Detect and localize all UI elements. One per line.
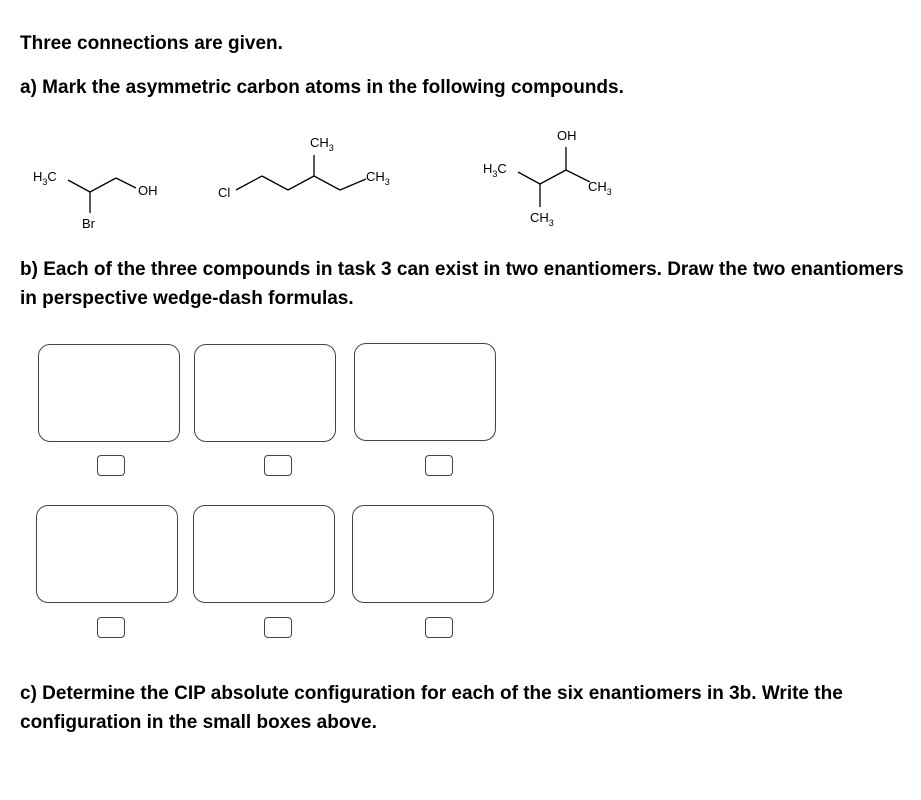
compound-2 (218, 135, 390, 200)
configuration-box-1a[interactable] (97, 455, 125, 476)
compound-2-bond (314, 176, 340, 190)
compound-3 (483, 128, 612, 228)
configuration-box-1b[interactable] (97, 617, 125, 638)
compound-2-bond (262, 176, 288, 190)
compound-3-bond (540, 170, 566, 184)
compound-1-h3c-label: $H_3C$ (33, 169, 57, 187)
configuration-box-2b[interactable] (264, 617, 292, 638)
question-a: a) Mark the asymmetric carbon atoms in the following compounds. (20, 77, 624, 98)
compound-1-oh-label: OH (138, 183, 158, 198)
intro-text: Three connections are given. (20, 33, 283, 54)
drawing-box-3a[interactable] (354, 343, 496, 441)
compound-1-bond (116, 178, 136, 188)
drawing-box-2a[interactable] (194, 344, 336, 442)
compound-3-oh-label: OH (557, 128, 577, 143)
compound-3-bond (518, 172, 540, 184)
compound-2-cl-label: Cl (218, 185, 231, 200)
compound-2-ch3-right-label: $CH_3$ (366, 169, 390, 187)
compound-3-h3c-label: $H_3C$ (483, 161, 507, 179)
compound-3-bond (566, 170, 590, 182)
question-c: c) Determine the CIP absolute configuration for each of the six enantiomers in 3b. Write the configuration in the small boxes above. (20, 683, 843, 733)
drawing-box-1b[interactable] (36, 505, 178, 603)
compound-1-br-label: Br (82, 216, 95, 231)
compound-1-bond (68, 180, 90, 192)
compound-1-bond (90, 178, 116, 192)
compound-3-ch3-bottom-label: $CH_3$ (530, 210, 554, 228)
question-b: b) Each of the three compounds in task 3 can exist in two enantiomers. Draw the two enantiomers in perspective wedge-dash formulas. (20, 259, 904, 309)
drawing-box-3b[interactable] (352, 505, 494, 603)
compound-3-ch3-right-label: $CH_3$ (588, 179, 612, 197)
compound-structures (0, 120, 921, 240)
drawing-box-2b[interactable] (193, 505, 335, 603)
compound-2-bond (340, 179, 366, 190)
compound-2-bond (288, 176, 314, 190)
compound-2-ch3-top-label: $CH_3$ (310, 135, 334, 153)
configuration-box-2a[interactable] (264, 455, 292, 476)
drawing-box-1a[interactable] (38, 344, 180, 442)
configuration-box-3a[interactable] (425, 455, 453, 476)
compound-1 (33, 169, 158, 231)
compound-2-bond (236, 176, 262, 190)
configuration-box-3b[interactable] (425, 617, 453, 638)
